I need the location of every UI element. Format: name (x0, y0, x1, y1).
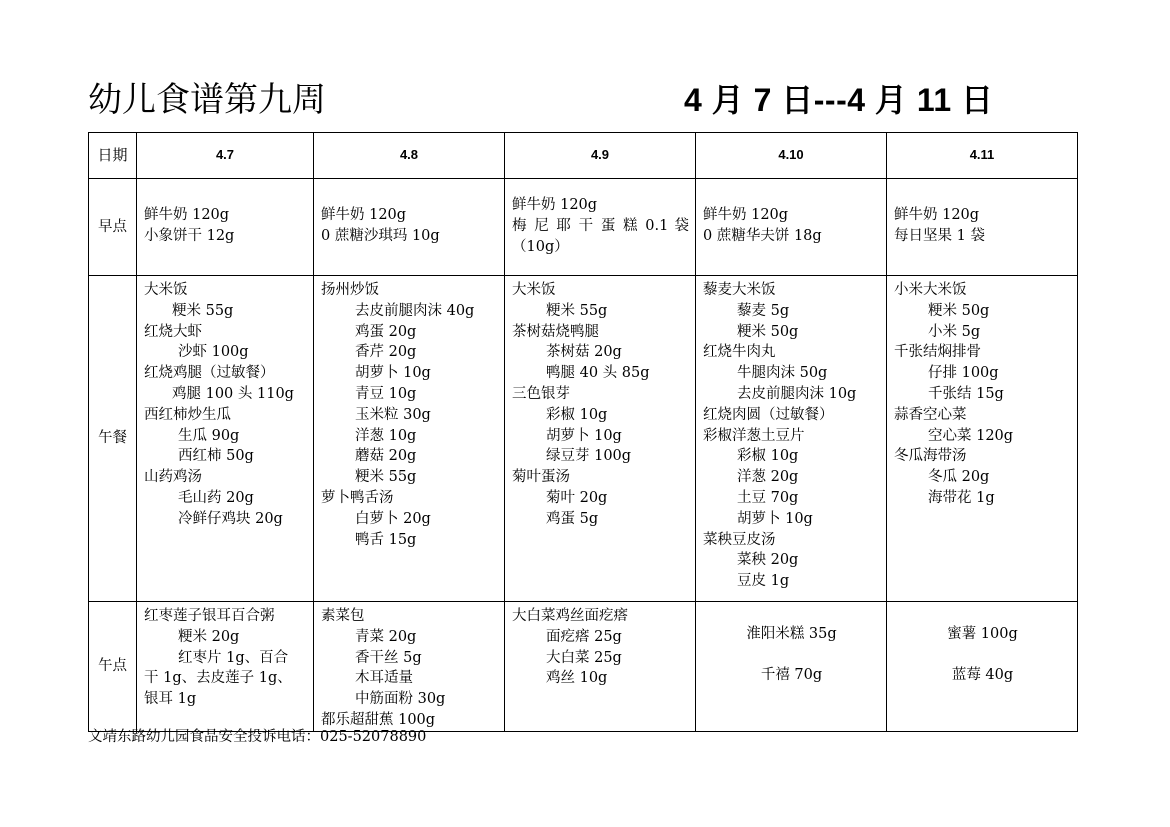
lunch-cell (137, 276, 314, 602)
lunch-cell (696, 276, 887, 602)
breakfast-cell (314, 179, 505, 276)
ingredient-line: 冷鲜仔鸡块 20g (178, 510, 283, 527)
day-header: 4.9 (505, 133, 696, 179)
ingredient-line: 中筋面粉 30g (355, 691, 446, 708)
lunch-row (89, 276, 1078, 602)
ingredient-line: 土豆 70g (737, 489, 799, 506)
menu-line: 梅 尼 耶 干 蛋 糕 0.1 袋 (512, 217, 689, 234)
snack-cell (887, 602, 1078, 732)
dish-name: 小米大米饭 (894, 282, 967, 298)
ingredient-line: 粳米 50g (737, 323, 799, 340)
snack-cell (696, 602, 887, 732)
ingredient-line: 生瓜 90g (178, 427, 240, 444)
lunch-label: 午餐 (89, 276, 137, 602)
dish-name: 红烧鸡腿（过敏餐） (144, 365, 275, 382)
ingredient-line: 海带花 1g (928, 489, 995, 506)
snack-row (89, 602, 1078, 732)
ingredient-line: 菜秧 20g (737, 552, 799, 569)
menu-line: 小象饼干 12g (144, 227, 235, 244)
ingredient-line: 鸡蛋 20g (355, 323, 417, 340)
dish-name: 扬州炒饭 (321, 282, 379, 298)
ingredient-line: 绿豆芽 100g (546, 448, 632, 465)
breakfast-cell (137, 179, 314, 276)
ingredient-line: 洋葱 10g (355, 427, 417, 444)
dish-name: 蒜香空心菜 (894, 406, 967, 423)
dish-name: 茶树菇烧鸭腿 (512, 323, 599, 340)
ingredient-line: 鸡蛋 5g (546, 510, 599, 527)
menu-line: 0 蔗糖沙琪玛 10g (321, 227, 440, 244)
ingredient-line: 鸭腿 40 头 85g (546, 365, 650, 382)
date-header-label: 日期 (89, 133, 137, 179)
ingredient-line: 鸡腿 100 头 110g (172, 385, 294, 402)
ingredient-line: 干 1g、去皮莲子 1g、 (144, 670, 292, 687)
ingredient-line: 香芹 20g (355, 344, 417, 361)
dish-name: 彩椒洋葱土豆片 (703, 427, 805, 444)
ingredient-line: 鸡丝 10g (546, 670, 608, 687)
ingredient-line: 青豆 10g (355, 385, 417, 402)
ingredient-line: 千张结 15g (928, 385, 1004, 402)
ingredient-line: 胡萝卜 10g (737, 510, 813, 527)
ingredient-line: 粳米 55g (172, 302, 234, 319)
ingredient-line: 西红柿 50g (178, 448, 254, 465)
ingredient-line: 胡萝卜 10g (355, 365, 431, 382)
ingredient-line: 粳米 55g (546, 302, 608, 319)
menu-line: 鲜牛奶 120g (894, 207, 980, 223)
dish-name: 蜜薯 100g (947, 626, 1018, 642)
dish-name: 菊叶蛋汤 (512, 469, 570, 486)
ingredient-line: 蘑菇 20g (355, 448, 417, 465)
header-row (89, 133, 1078, 179)
ingredient-line: 茶树菇 20g (546, 344, 622, 361)
menu-line: 鲜牛奶 120g (144, 207, 230, 223)
ingredient-line: 去皮前腿肉沫 40g (355, 302, 475, 319)
day-header: 4.11 (887, 133, 1078, 179)
snack-label: 午点 (89, 602, 137, 732)
dish-name: 山药鸡汤 (144, 469, 202, 486)
menu-line: 鲜牛奶 120g (512, 197, 598, 213)
page-title: 幼儿食谱第九周 (88, 80, 326, 120)
ingredient-line: 冬瓜 20g (928, 469, 990, 486)
ingredient-line: 彩椒 10g (546, 406, 608, 423)
dish-name: 红烧牛肉丸 (703, 344, 776, 361)
snack-cell (314, 602, 505, 732)
dish-name: 红烧肉圆（过敏餐） (703, 406, 834, 423)
ingredient-line: 仔排 100g (928, 365, 999, 382)
breakfast-cell (505, 179, 696, 276)
ingredient-line: 空心菜 120g (928, 427, 1014, 444)
ingredient-line: 洋葱 20g (737, 469, 799, 486)
ingredient-line: 白萝卜 20g (355, 510, 431, 527)
dish-name: 菜秧豆皮汤 (703, 531, 776, 548)
dish-name: 大米饭 (144, 282, 188, 298)
dish-name: 蓝莓 40g (951, 666, 1014, 683)
date-range: 4 月 7 日---4 月 11 日 (684, 82, 994, 118)
ingredient-line: 毛山药 20g (178, 489, 254, 506)
lunch-cell (505, 276, 696, 602)
complaint-hotline-footer: 文靖东路幼儿园食品安全投诉电话：025-52078890 (88, 729, 427, 745)
menu-line: 每日坚果 1 袋 (894, 227, 985, 244)
dish-name: 红枣莲子银耳百合粥 (144, 608, 275, 624)
dish-name: 大白菜鸡丝面疙瘩 (512, 608, 628, 624)
breakfast-cell (696, 179, 887, 276)
ingredient-line: 红枣片 1g、百合 (178, 649, 289, 666)
ingredient-line: 银耳 1g (144, 691, 197, 708)
snack-cell (505, 602, 696, 732)
menu-line: 鲜牛奶 120g (321, 207, 407, 223)
ingredient-line: 牛腿肉沫 50g (737, 365, 828, 382)
lunch-cell (887, 276, 1078, 602)
ingredient-line: 沙虾 100g (178, 344, 249, 361)
ingredient-line: 粳米 20g (178, 628, 240, 645)
snack-cell (137, 602, 314, 732)
ingredient-line: 小米 5g (928, 323, 981, 340)
dish-name: 素菜包 (321, 608, 365, 624)
dish-name: 红烧大虾 (144, 323, 202, 340)
menu-line: 0 蔗糖华夫饼 18g (703, 227, 822, 244)
dish-name: 千张结焖排骨 (894, 344, 981, 361)
menu-line: （10g） (512, 238, 569, 255)
dish-name: 西红柿炒生瓜 (144, 406, 231, 423)
dish-name: 藜麦大米饭 (703, 282, 776, 298)
menu-line: 鲜牛奶 120g (703, 207, 789, 223)
dish-name: 三色银芽 (512, 385, 570, 402)
ingredient-line: 玉米粒 30g (355, 406, 431, 423)
lunch-cell (314, 276, 505, 602)
dish-name: 冬瓜海带汤 (894, 448, 967, 465)
ingredient-line: 木耳适量 (355, 670, 413, 687)
ingredient-line: 粳米 50g (928, 302, 990, 319)
dish-name: 淮阳米糕 35g (746, 626, 837, 642)
ingredient-line: 香干丝 5g (355, 649, 422, 666)
ingredient-line: 彩椒 10g (737, 448, 799, 465)
ingredient-line: 菊叶 20g (546, 489, 608, 506)
ingredient-line: 藜麦 5g (737, 302, 790, 319)
breakfast-label: 早点 (89, 179, 137, 276)
dish-name: 大米饭 (512, 282, 556, 298)
ingredient-line: 豆皮 1g (737, 573, 790, 590)
ingredient-line: 大白菜 25g (546, 649, 622, 666)
menu-table (88, 132, 1078, 732)
dish-name: 千禧 70g (760, 666, 823, 683)
day-header: 4.10 (696, 133, 887, 179)
ingredient-line: 鸭舌 15g (355, 531, 417, 548)
ingredient-line: 去皮前腿肉沫 10g (737, 385, 857, 402)
ingredient-line: 面疙瘩 25g (546, 628, 622, 645)
breakfast-row (89, 179, 1078, 276)
ingredient-line: 粳米 55g (355, 469, 417, 486)
day-header: 4.8 (314, 133, 505, 179)
ingredient-line: 青菜 20g (355, 628, 417, 645)
breakfast-cell (887, 179, 1078, 276)
dish-name: 萝卜鸭舌汤 (321, 489, 394, 506)
ingredient-line: 胡萝卜 10g (546, 427, 622, 444)
day-header: 4.7 (137, 133, 314, 179)
dish-name: 都乐超甜蕉 100g (321, 711, 436, 728)
